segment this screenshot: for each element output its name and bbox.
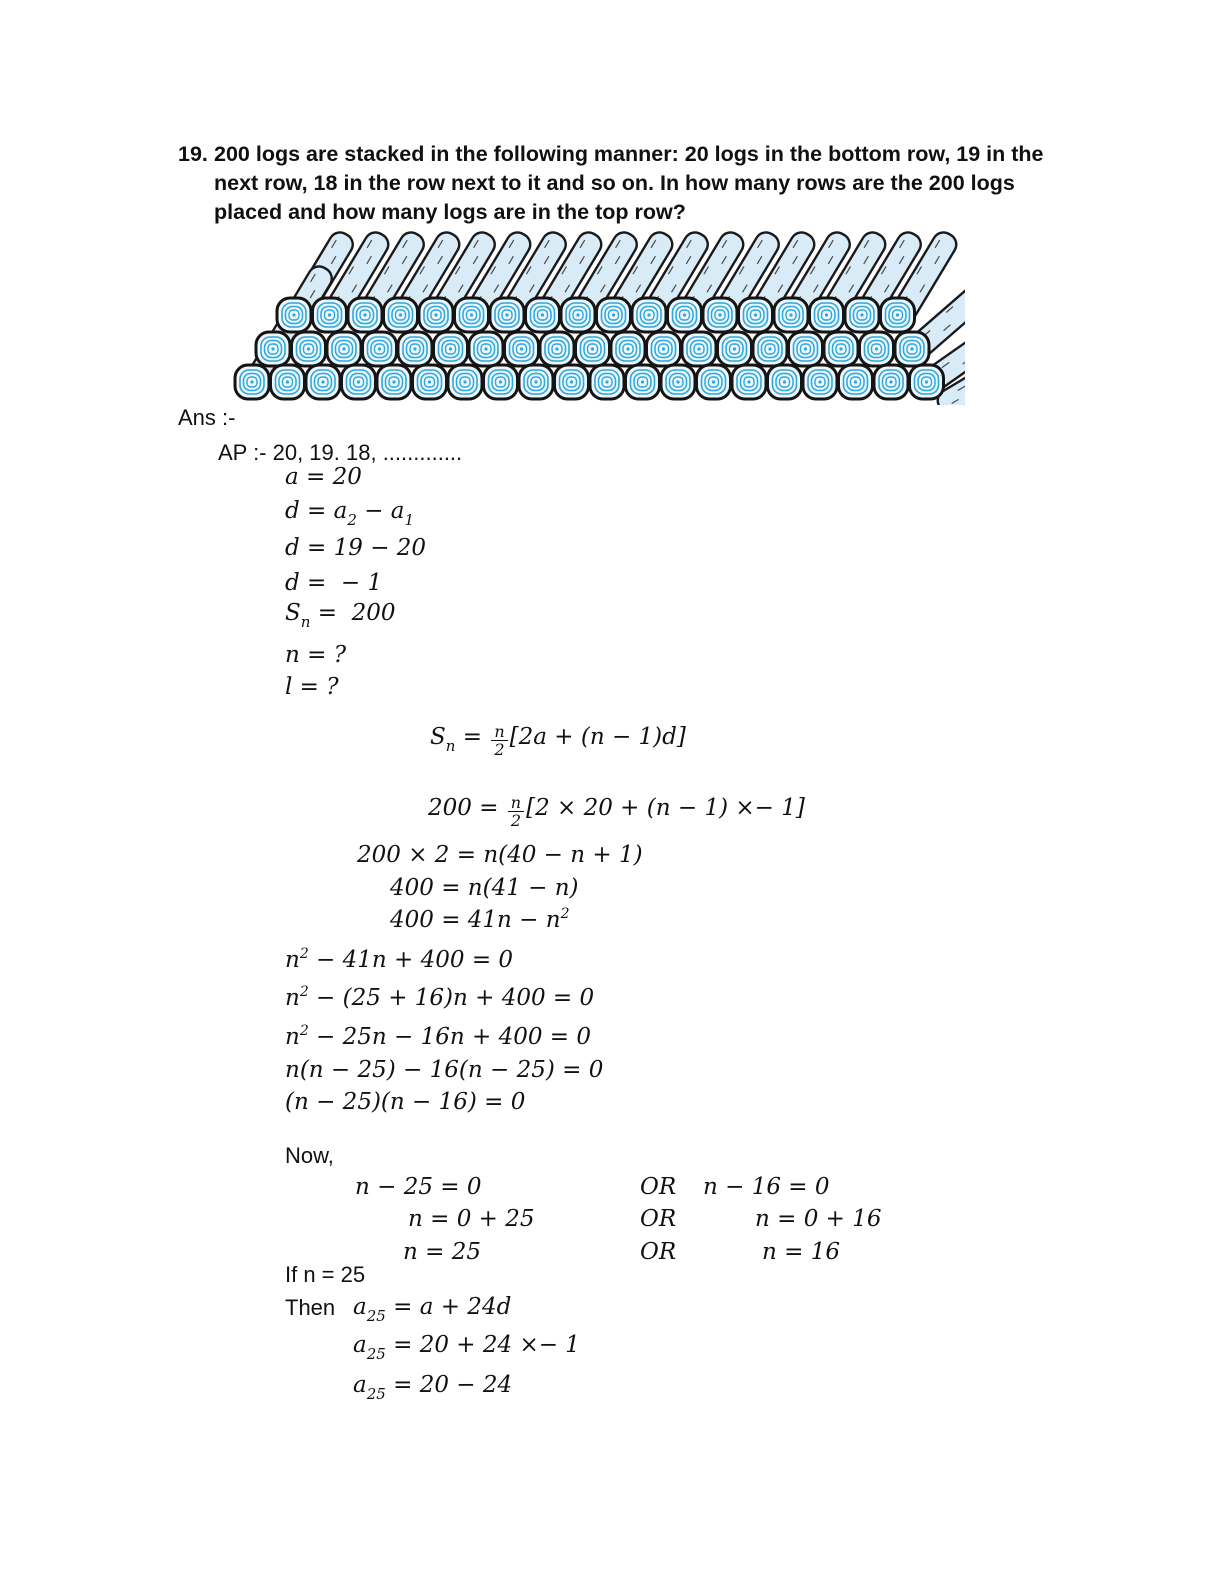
math-subscript: 25 bbox=[366, 1307, 386, 1325]
fraction-numerator: n bbox=[508, 794, 524, 812]
math-segment: − 25n − 16n + 400 = 0 bbox=[308, 1024, 592, 1050]
math-segment: 400 = 41n − n bbox=[390, 907, 561, 933]
math-subscript: 25 bbox=[366, 1385, 386, 1403]
then-label: Then bbox=[285, 1295, 336, 1320]
math-segment: 200 = bbox=[428, 795, 506, 821]
math-segment: = 200 bbox=[310, 600, 396, 626]
math-segment: − (25 + 16)n + 400 = 0 bbox=[308, 985, 595, 1011]
eq-a25-substituted bbox=[353, 1330, 580, 1363]
math-segment: a bbox=[353, 1372, 367, 1398]
fraction bbox=[491, 723, 507, 759]
now-label: Now, bbox=[285, 1143, 334, 1168]
math-segment: S bbox=[285, 600, 301, 626]
question-number: 19. bbox=[178, 142, 208, 166]
eq-d-value: d = − 1 bbox=[285, 570, 383, 596]
case-left: n = 25 bbox=[403, 1239, 481, 1265]
math-segment: S bbox=[430, 724, 446, 750]
eq-split-middle bbox=[285, 983, 594, 1013]
math-segment: n bbox=[285, 947, 300, 973]
fraction bbox=[508, 794, 524, 830]
eq-simplified-1: 400 = n(41 − n) bbox=[390, 875, 579, 901]
math-segment: n bbox=[285, 985, 300, 1011]
or-label: OR bbox=[640, 1206, 677, 1232]
eq-a25-formula bbox=[353, 1292, 512, 1325]
eq-l-unknown: l = ? bbox=[285, 674, 339, 700]
question bbox=[178, 140, 1086, 228]
math-segment: [2a + (n − 1)d] bbox=[509, 724, 686, 750]
ans-label: Ans :- bbox=[178, 405, 236, 430]
log-ends-layer bbox=[235, 298, 944, 399]
case-left: n = 0 + 25 bbox=[408, 1206, 535, 1232]
ap-sequence-line: AP :- 20, 19. 18, ............. bbox=[218, 440, 463, 465]
eq-quadratic bbox=[285, 945, 513, 975]
math-subscript: n bbox=[300, 613, 311, 631]
eq-a25-simplified bbox=[353, 1370, 513, 1403]
eq-substituted bbox=[428, 793, 805, 829]
math-subscript: 2 bbox=[347, 511, 357, 529]
eq-grouped: n(n − 25) − 16(n − 25) = 0 bbox=[285, 1057, 604, 1083]
fraction-denominator: 2 bbox=[494, 740, 505, 759]
math-segment: a bbox=[353, 1294, 367, 1320]
eq-n-unknown: n = ? bbox=[285, 642, 347, 668]
eq-a-value: a = 20 bbox=[285, 464, 362, 490]
eq-expanded bbox=[285, 1022, 591, 1052]
case-right: n = 16 bbox=[762, 1239, 840, 1265]
question-text: 200 logs are stacked in the following manner: 20 logs in the bottom row, 19 in the next row, 18 in the row next to it and so on. In how many rows are the 200 logs placed and how many logs are in the top row? bbox=[214, 142, 1044, 225]
math-subscript: 25 bbox=[366, 1345, 386, 1363]
eq-factored: (n − 25)(n − 16) = 0 bbox=[285, 1089, 526, 1115]
case-left: n − 25 = 0 bbox=[355, 1174, 482, 1200]
math-subscript: n bbox=[445, 737, 456, 755]
math-segment: n bbox=[285, 1024, 300, 1050]
or-label: OR bbox=[640, 1174, 677, 1200]
math-segment: = bbox=[455, 724, 490, 750]
math-subscript: 1 bbox=[404, 511, 415, 529]
case-right: n − 16 = 0 bbox=[703, 1174, 830, 1200]
math-superscript: 2 bbox=[299, 984, 309, 1000]
eq-simplified-2 bbox=[390, 905, 570, 935]
math-segment: = 20 + 24 ×− 1 bbox=[385, 1332, 580, 1358]
math-segment: − 41n + 400 = 0 bbox=[308, 947, 514, 973]
math-segment: = 20 − 24 bbox=[385, 1372, 513, 1398]
case-right: n = 0 + 16 bbox=[755, 1206, 882, 1232]
eq-d-calc: d = 19 − 20 bbox=[285, 535, 427, 561]
fraction-denominator: 2 bbox=[510, 811, 522, 830]
math-segment: = a + 24d bbox=[385, 1294, 512, 1320]
math-segment: − a bbox=[356, 498, 405, 524]
eq-d-definition bbox=[285, 496, 415, 529]
if-line: If n = 25 bbox=[285, 1262, 366, 1287]
math-segment: d = a bbox=[285, 498, 348, 524]
or-label: OR bbox=[640, 1239, 677, 1265]
fraction-numerator: n bbox=[491, 723, 507, 741]
math-superscript: 2 bbox=[299, 946, 309, 962]
logs-illustration bbox=[225, 230, 965, 405]
math-segment: a bbox=[353, 1332, 367, 1358]
eq-sn-given bbox=[285, 598, 396, 631]
math-superscript: 2 bbox=[299, 1023, 309, 1039]
eq-cross-multiplied: 200 × 2 = n(40 − n + 1) bbox=[357, 842, 643, 868]
eq-sum-formula bbox=[430, 722, 686, 758]
math-segment: [2 × 20 + (n − 1) ×− 1] bbox=[526, 795, 805, 821]
math-superscript: 2 bbox=[560, 906, 570, 922]
